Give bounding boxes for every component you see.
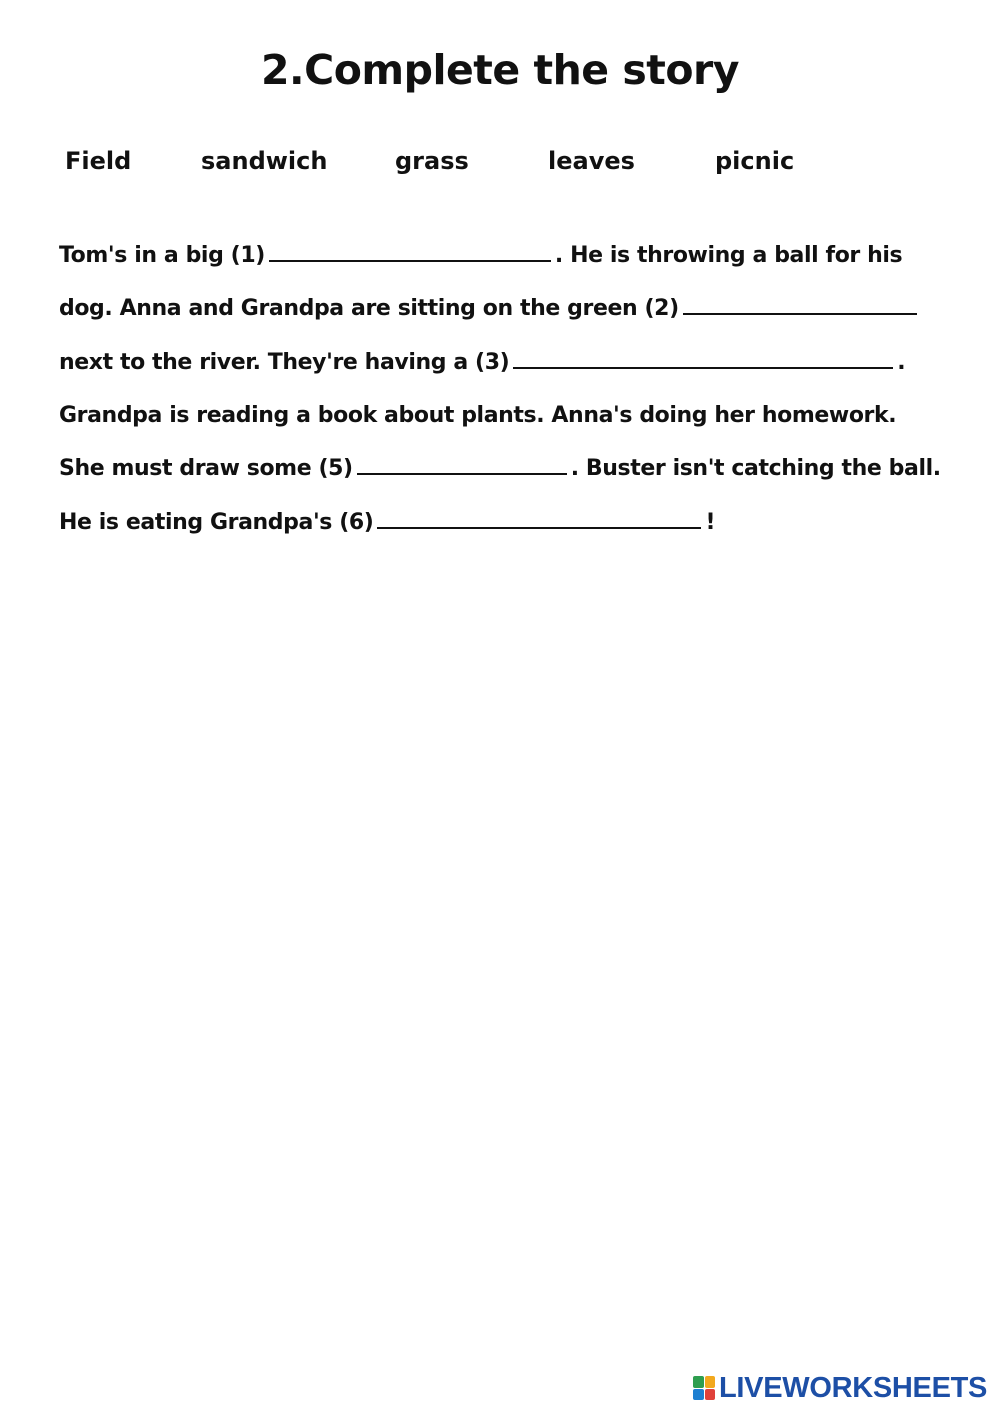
answer-blank-3[interactable] xyxy=(513,349,893,369)
story-text-segment: . Buster isn't catching the ball. xyxy=(570,456,941,481)
liveworksheets-logo xyxy=(693,1373,987,1403)
answer-blank-1[interactable] xyxy=(269,242,551,262)
story-text-segment: next to the river. They're having a (3) xyxy=(59,350,510,375)
logo-square xyxy=(693,1376,704,1388)
story-text-segment: He is eating Grandpa's (6) xyxy=(59,510,374,535)
story-text-segment: She must draw some (5) xyxy=(59,456,353,481)
liveworksheets-logo-icon xyxy=(693,1376,715,1400)
story-line xyxy=(59,454,941,484)
word-bank-item: picnic xyxy=(715,147,795,175)
word-bank-item: Field xyxy=(65,147,132,175)
story-text-segment: ! xyxy=(705,510,716,535)
story-text-segment: Tom's in a big (1) xyxy=(59,243,265,268)
answer-blank-6[interactable] xyxy=(377,509,701,529)
word-bank-item: leaves xyxy=(548,147,635,175)
page-title: 2.Complete the story xyxy=(261,46,739,94)
answer-blank-2[interactable] xyxy=(683,295,917,315)
story-line xyxy=(59,401,896,431)
story-line xyxy=(59,241,902,271)
word-bank-item: sandwich xyxy=(201,147,328,175)
story-line xyxy=(59,348,905,378)
logo-square xyxy=(693,1389,704,1401)
story-text-segment: dog. Anna and Grandpa are sitting on the green (2) xyxy=(59,296,679,321)
story-text-segment: . xyxy=(897,350,906,375)
answer-blank-5[interactable] xyxy=(357,455,567,475)
story-text-segment: . He is throwing a ball for his xyxy=(554,243,903,268)
logo-square xyxy=(705,1376,716,1388)
story-line xyxy=(59,294,921,324)
brand-name: LIVEWORKSHEETS xyxy=(719,1372,988,1404)
logo-square xyxy=(705,1389,716,1401)
story-text-segment: Grandpa is reading a book about plants. Anna's doing her homework. xyxy=(59,403,897,428)
word-bank-item: grass xyxy=(395,147,469,175)
story-line xyxy=(59,508,715,538)
